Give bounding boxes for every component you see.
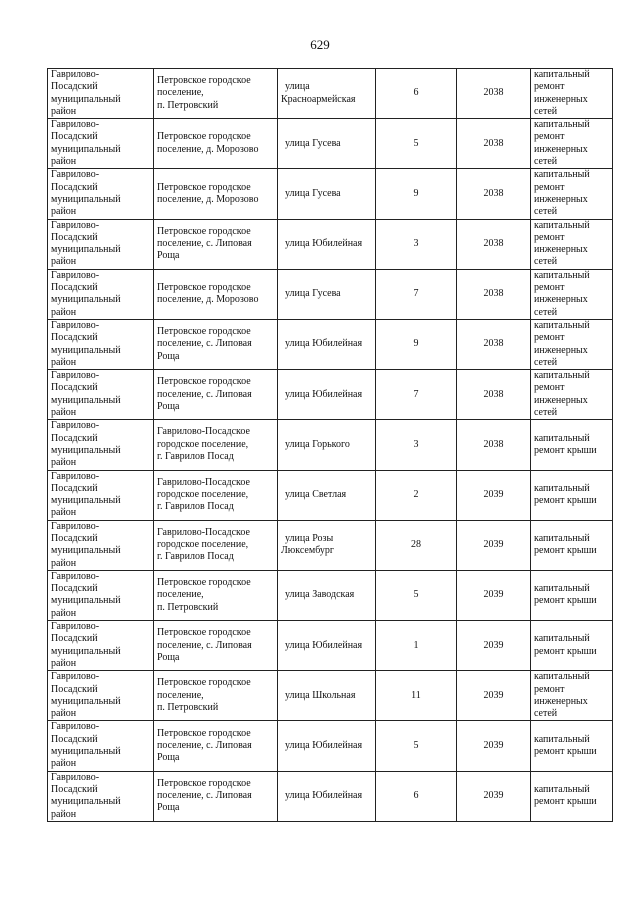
district-text: Гаврилово- Посадский муниципальный район [51, 69, 121, 117]
cell-work [531, 721, 613, 771]
house-text: 7 [413, 288, 419, 300]
year-text: 2039 [483, 790, 504, 802]
street-text: улица Горького [285, 438, 350, 450]
cell-year [457, 269, 531, 319]
repair-schedule-table [47, 68, 613, 822]
cell-street [278, 269, 376, 319]
cell-year [457, 169, 531, 219]
cell-district [48, 169, 154, 219]
house-text: 6 [413, 790, 419, 802]
settlement-text: Гаврилово-Посадское городское поселение, г. Гаврилов Посад [157, 526, 250, 563]
cell-district [48, 570, 154, 620]
street-text: улица Школьная [285, 689, 356, 701]
district-text: Гаврилово- Посадский муниципальный район [51, 370, 121, 419]
cell-year [457, 671, 531, 721]
cell-settlement [154, 69, 278, 119]
cell-work [531, 420, 613, 470]
cell-district [48, 420, 154, 470]
cell-work [531, 570, 613, 620]
cell-street [278, 470, 376, 520]
cell-house [376, 219, 457, 269]
table-row [48, 69, 613, 119]
cell-settlement [154, 721, 278, 771]
cell-street [278, 370, 376, 420]
work-text: капитальный ремонт инженерных сетей [534, 69, 590, 117]
work-text: капитальный ремонт крыши [534, 583, 597, 607]
table-row [48, 420, 613, 470]
house-text: 2 [413, 488, 419, 500]
cell-street [278, 319, 376, 369]
work-text: капитальный ремонт крыши [534, 783, 597, 808]
district-text: Гаврилово- Посадский муниципальный район [51, 671, 121, 720]
settlement-text: Петровское городское поселение, с. Липовая Роща [157, 727, 252, 764]
cell-work [531, 671, 613, 721]
cell-house [376, 771, 457, 821]
street-text: улица Гусева [285, 187, 341, 199]
district-text: Гаврилово- Посадский муниципальный район [51, 621, 121, 669]
settlement-text: Петровское городское поселение, п. Петровский [157, 75, 251, 111]
cell-district [48, 721, 154, 771]
settlement-text: Петровское городское поселение, п. Петровский [157, 677, 251, 713]
cell-street [278, 671, 376, 721]
house-text: 9 [413, 338, 419, 350]
cell-street [278, 119, 376, 169]
cell-street [278, 420, 376, 470]
work-text: капитальный ремонт инженерных сетей [534, 119, 590, 168]
table-row [48, 721, 613, 771]
district-text: Гаврилово- Посадский муниципальный район [51, 520, 121, 569]
year-text: 2038 [483, 187, 504, 199]
year-text: 2039 [483, 539, 504, 551]
cell-district [48, 69, 154, 119]
cell-house [376, 169, 457, 219]
district-text: Гаврилово- Посадский муниципальный район [51, 219, 121, 268]
work-text: капитальный ремонт инженерных сетей [534, 319, 590, 368]
work-text: капитальный ремонт крыши [534, 432, 597, 456]
year-text: 2038 [483, 388, 504, 400]
cell-work [531, 370, 613, 420]
cell-house [376, 420, 457, 470]
year-text: 2038 [483, 288, 504, 300]
cell-year [457, 420, 531, 470]
street-text: улица Гусева [285, 137, 341, 149]
district-text: Гаврилово- Посадский муниципальный район [51, 169, 121, 218]
table-body [48, 69, 613, 822]
table-row [48, 319, 613, 369]
cell-district [48, 119, 154, 169]
street-text: улица Розы Люксембург [281, 532, 334, 557]
cell-settlement [154, 671, 278, 721]
house-text: 28 [411, 539, 421, 551]
street-text: улица Юбилейная [285, 790, 363, 802]
street-text: улица Светлая [285, 488, 347, 500]
table-row [48, 370, 613, 420]
cell-house [376, 370, 457, 420]
year-text: 2039 [483, 488, 504, 500]
cell-street [278, 219, 376, 269]
cell-settlement [154, 169, 278, 219]
house-text: 5 [413, 589, 419, 601]
cell-house [376, 520, 457, 570]
cell-work [531, 119, 613, 169]
page-number: 629 [310, 37, 330, 52]
work-text: капитальный ремонт крыши [534, 482, 597, 507]
year-text: 2038 [483, 137, 504, 149]
cell-year [457, 721, 531, 771]
cell-district [48, 470, 154, 520]
house-text: 3 [413, 438, 419, 450]
cell-district [48, 671, 154, 721]
street-text: улица Юбилейная [285, 238, 363, 249]
cell-settlement [154, 269, 278, 319]
district-text: Гаврилово- Посадский муниципальный район [51, 119, 121, 168]
cell-work [531, 470, 613, 520]
cell-year [457, 69, 531, 119]
cell-settlement [154, 219, 278, 269]
cell-settlement [154, 520, 278, 570]
settlement-text: Гаврилово-Посадское городское поселение, г. Гаврилов Посад [157, 426, 250, 463]
cell-work [531, 69, 613, 119]
cell-district [48, 269, 154, 319]
cell-year [457, 319, 531, 369]
street-text: улица Юбилейная [285, 388, 363, 400]
year-text: 2039 [483, 739, 504, 751]
cell-settlement [154, 570, 278, 620]
street-text: улица Юбилейная [285, 338, 363, 350]
cell-settlement [154, 621, 278, 671]
cell-district [48, 219, 154, 269]
settlement-text: Петровское городское поселение, д. Морозово [157, 181, 259, 205]
work-text: капитальный ремонт крыши [534, 532, 597, 557]
settlement-text: Петровское городское поселение, с. Липовая Роща [157, 777, 252, 814]
street-text: улица Гусева [285, 288, 341, 300]
cell-work [531, 169, 613, 219]
cell-house [376, 269, 457, 319]
house-text: 6 [413, 87, 419, 99]
cell-work [531, 319, 613, 369]
table-row [48, 219, 613, 269]
house-text: 1 [413, 639, 419, 651]
year-text: 2038 [483, 338, 504, 350]
cell-district [48, 319, 154, 369]
cell-work [531, 269, 613, 319]
table-row [48, 169, 613, 219]
district-text: Гаврилово- Посадский муниципальный район [51, 771, 121, 820]
cell-year [457, 570, 531, 620]
cell-house [376, 470, 457, 520]
cell-street [278, 771, 376, 821]
cell-street [278, 721, 376, 771]
cell-year [457, 370, 531, 420]
settlement-text: Петровское городское поселение, с. Липовая Роща [157, 627, 252, 663]
year-text: 2038 [483, 238, 504, 249]
house-text: 5 [413, 739, 419, 751]
cell-year [457, 219, 531, 269]
cell-street [278, 169, 376, 219]
table-row [48, 621, 613, 671]
table-row [48, 269, 613, 319]
district-text: Гаврилово- Посадский муниципальный район [51, 319, 121, 368]
street-text: улица Заводская [285, 589, 355, 601]
district-text: Гаврилово- Посадский муниципальный район [51, 269, 121, 318]
settlement-text: Петровское городское поселение, п. Петровский [157, 577, 251, 613]
cell-settlement [154, 771, 278, 821]
cell-year [457, 621, 531, 671]
cell-year [457, 771, 531, 821]
table-row [48, 771, 613, 821]
cell-work [531, 219, 613, 269]
cell-house [376, 319, 457, 369]
work-text: капитальный ремонт инженерных сетей [534, 219, 590, 268]
table-row [48, 119, 613, 169]
cell-settlement [154, 470, 278, 520]
work-text: капитальный ремонт инженерных сетей [534, 269, 590, 318]
work-text: капитальный ремонт инженерных сетей [534, 671, 590, 720]
settlement-text: Петровское городское поселение, с. Липовая Роща [157, 376, 252, 412]
work-text: капитальный ремонт крыши [534, 633, 597, 657]
year-text: 2038 [483, 438, 504, 450]
house-text: 5 [413, 137, 419, 149]
cell-year [457, 470, 531, 520]
house-text: 11 [411, 689, 421, 701]
cell-year [457, 119, 531, 169]
table-row [48, 671, 613, 721]
house-text: 9 [413, 187, 419, 199]
year-text: 2039 [483, 689, 504, 701]
cell-district [48, 621, 154, 671]
work-text: капитальный ремонт крыши [534, 733, 597, 758]
cell-year [457, 520, 531, 570]
house-text: 3 [413, 238, 419, 249]
settlement-text: Петровское городское поселение, д. Морозово [157, 282, 259, 306]
work-text: капитальный ремонт инженерных сетей [534, 169, 590, 218]
cell-work [531, 520, 613, 570]
cell-settlement [154, 370, 278, 420]
settlement-text: Петровское городское поселение, с. Липовая Роща [157, 225, 252, 262]
cell-street [278, 69, 376, 119]
cell-house [376, 570, 457, 620]
cell-house [376, 69, 457, 119]
house-text: 7 [413, 388, 419, 400]
cell-settlement [154, 420, 278, 470]
cell-house [376, 671, 457, 721]
cell-house [376, 119, 457, 169]
cell-street [278, 570, 376, 620]
district-text: Гаврилово- Посадский муниципальный район [51, 721, 121, 770]
work-text: капитальный ремонт инженерных сетей [534, 370, 590, 419]
district-text: Гаврилово- Посадский муниципальный район [51, 470, 121, 519]
district-text: Гаврилово- Посадский муниципальный район [51, 420, 121, 469]
cell-district [48, 771, 154, 821]
table-row [48, 470, 613, 520]
settlement-text: Петровское городское поселение, д. Морозово [157, 131, 259, 155]
year-text: 2038 [483, 87, 504, 99]
cell-house [376, 621, 457, 671]
cell-work [531, 771, 613, 821]
cell-street [278, 621, 376, 671]
street-text: улица Юбилейная [285, 639, 363, 651]
cell-settlement [154, 319, 278, 369]
cell-settlement [154, 119, 278, 169]
table-row [48, 520, 613, 570]
settlement-text: Гаврилово-Посадское городское поселение, г. Гаврилов Посад [157, 476, 250, 513]
settlement-text: Петровское городское поселение, с. Липовая Роща [157, 326, 252, 362]
cell-work [531, 621, 613, 671]
year-text: 2039 [483, 639, 504, 651]
table-row [48, 570, 613, 620]
cell-district [48, 370, 154, 420]
cell-street [278, 520, 376, 570]
district-text: Гаврилово- Посадский муниципальный район [51, 570, 121, 619]
street-text: улица Красноармейская [281, 81, 356, 105]
cell-house [376, 721, 457, 771]
cell-district [48, 520, 154, 570]
street-text: улица Юбилейная [285, 739, 363, 751]
year-text: 2039 [483, 589, 504, 601]
